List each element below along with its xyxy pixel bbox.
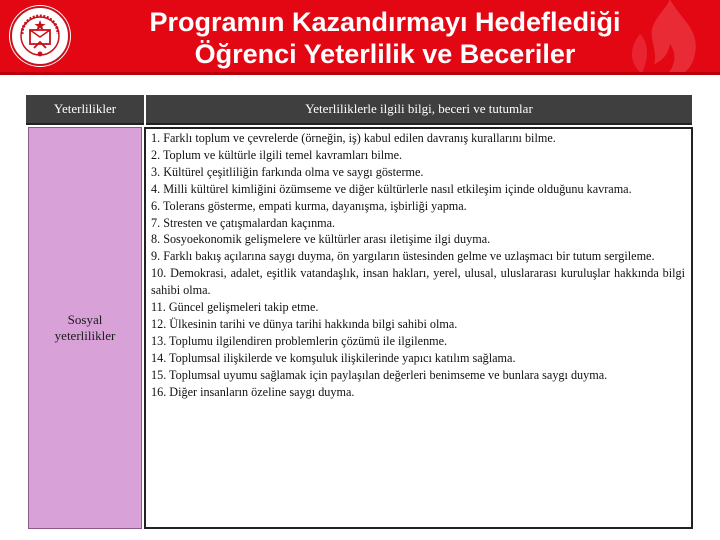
list-item: 7. Stresten ve çatışmalardan kaçınma. bbox=[151, 215, 336, 230]
list-item: 16. Diğer insanların özeline saygı duyma. bbox=[151, 384, 355, 399]
header-divider bbox=[0, 72, 720, 75]
column-header-knowledge-skills: Yeterliliklerle ilgili bilgi, beceri ve tutumlar bbox=[146, 95, 692, 125]
page-title bbox=[80, 6, 690, 70]
list-item: 11. Güncel gelişmeleri takip etme. bbox=[151, 300, 319, 315]
list-item: 14. Toplumsal ilişkilerde ve komşuluk ilişkilerinde yapıcı katılım sağlama. bbox=[151, 350, 516, 365]
category-cell bbox=[28, 127, 142, 529]
list-item: 4. Milli kültürel kimliğini özümseme ve diğer kültürlerle nasıl etkileşim içinde olduğunu kavrama. bbox=[151, 181, 632, 196]
list-item: 2. Toplum ve kültürle ilgili temel kavramları bilme. bbox=[151, 147, 403, 162]
list-item: 6. Tolerans gösterme, empati kurma, dayanışma, işbirliği yapma. bbox=[151, 198, 467, 213]
category-label-line1: Sosyal bbox=[67, 312, 103, 327]
list-item: 15. Toplumsal uyumu sağlamak için paylaşılan değerleri benimseme ve bunlara saygı duyma. bbox=[151, 367, 608, 382]
header-banner bbox=[0, 0, 720, 72]
list-item: 10. Demokrasi, adalet, eşitlik vatandaşlık, insan hakları, yerel, ulusal, uluslararası kuruluşlar hakkında bilgi sahibi olma. bbox=[151, 266, 685, 298]
list-item: 9. Farklı bakış açılarına saygı duyma, ön yargıların üstesinden gelme ve uzlaşmacı bir tutum sergileme. bbox=[151, 249, 655, 264]
competency-list bbox=[144, 127, 693, 529]
column-header-competencies: Yeterlilikler bbox=[26, 95, 144, 125]
list-item: 12. Ülkesinin tarihi ve dünya tarihi hakkında bilgi sahibi olma. bbox=[151, 316, 458, 331]
page-title-line1: Programın Kazandırmayı Hedeflediği bbox=[149, 7, 621, 37]
list-item: 8. Sosyoekonomik gelişmelere ve kültürler arası iletişime ilgi duyma. bbox=[151, 232, 491, 247]
category-label-line2: yeterlilikler bbox=[54, 328, 116, 343]
list-item: 3. Kültürel çeşitliliğin farkında olma ve saygı gösterme. bbox=[151, 164, 424, 179]
ministry-logo-icon bbox=[8, 4, 72, 68]
list-item: 1. Farklı toplum ve çevrelerde (örneğin, iş) kabul edilen davranış kurallarını bilme. bbox=[151, 131, 556, 145]
list-item: 13. Toplumu ilgilendiren problemlerin çözümü ile ilgilenme. bbox=[151, 333, 448, 348]
page-title-line2: Öğrenci Yeterlilik ve Beceriler bbox=[194, 39, 576, 69]
